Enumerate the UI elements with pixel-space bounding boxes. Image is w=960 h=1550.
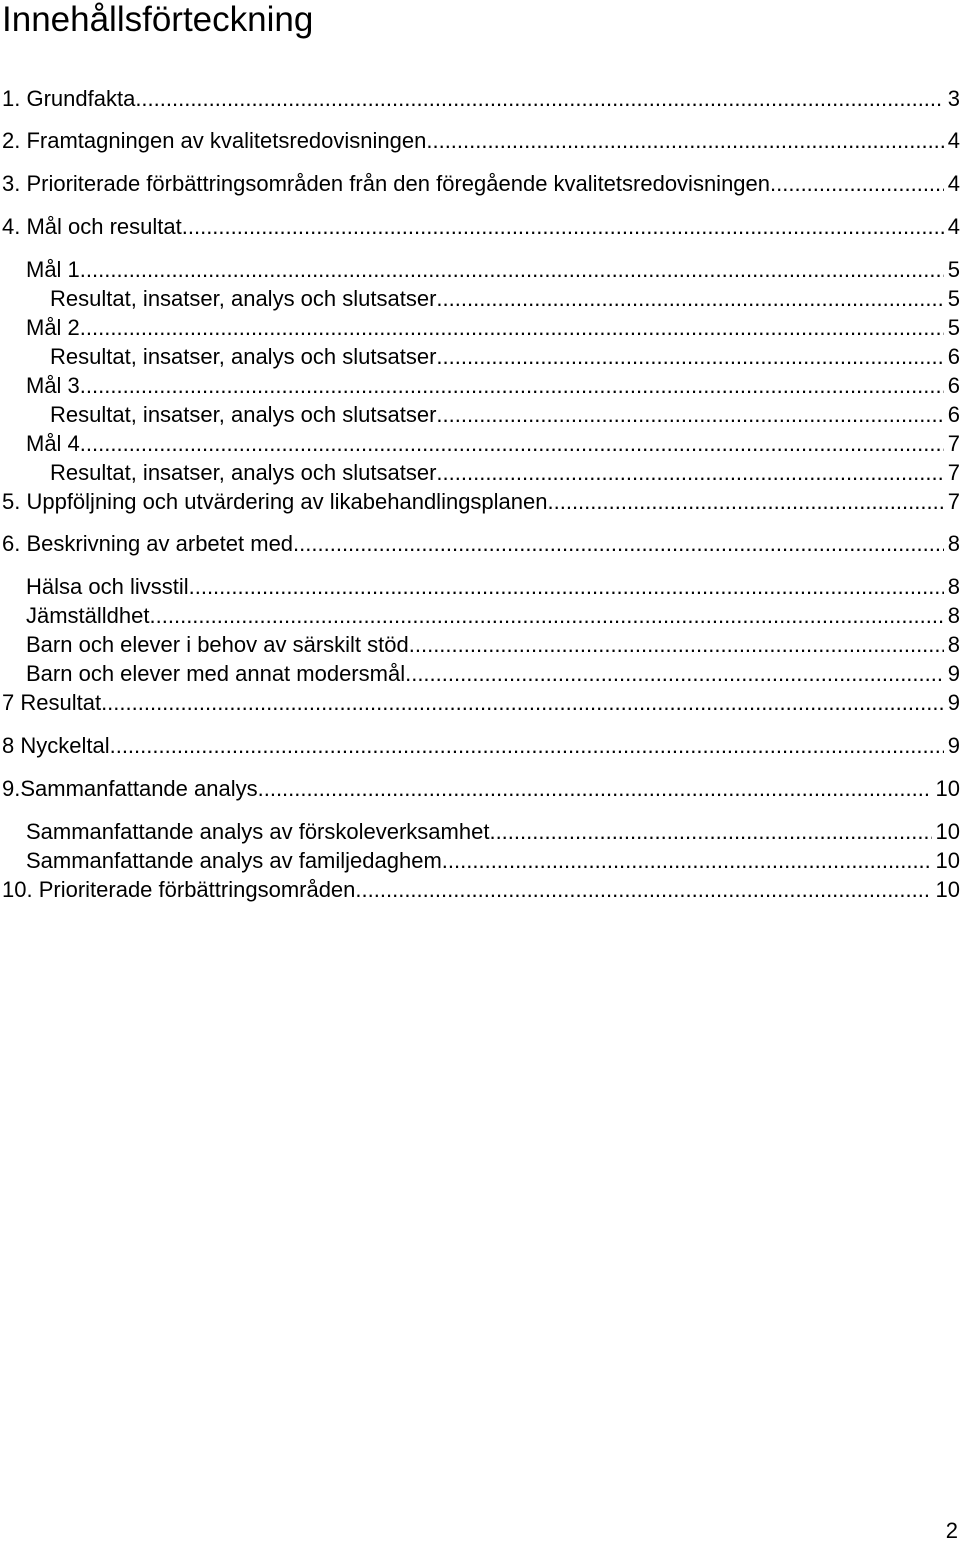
toc-entry-page: 6 (947, 402, 960, 427)
toc-entry-mal-och-resultat[interactable] (2, 210, 960, 240)
toc-dot-leader (135, 86, 943, 112)
toc-entry-page: 9 (947, 661, 960, 686)
toc-dot-leader (258, 776, 932, 802)
toc-dot-leader (80, 431, 944, 457)
toc-entry-page: 6 (947, 344, 960, 369)
toc-entry-grundfakta[interactable] (2, 82, 960, 112)
toc-dot-leader (436, 460, 943, 486)
toc-entry-halsa[interactable] (26, 570, 960, 600)
toc-entry-page: 8 (947, 603, 960, 628)
toc-entry-page: 4 (947, 171, 960, 196)
toc-entry-page: 6 (947, 373, 960, 398)
toc-entry-label: Resultat, insatser, analys och slutsatser (50, 344, 437, 369)
toc-entry-label: Hälsa och livsstil (26, 574, 189, 599)
toc-dot-leader (489, 819, 931, 845)
page-number: 2 (945, 1518, 958, 1543)
toc-dot-leader (110, 733, 944, 759)
toc-entry-page: 8 (947, 531, 960, 556)
toc-entry-page: 10 (935, 776, 960, 801)
toc-dot-leader (548, 489, 944, 515)
toc-entry-jamstalldhet[interactable] (26, 599, 960, 629)
toc-entry-label: Barn och elever i behov av särskilt stöd (26, 632, 409, 657)
toc-entry-label: Jämställdhet (26, 603, 150, 628)
toc-entry-mal-2[interactable] (26, 311, 960, 341)
toc-entry-resultat[interactable] (2, 686, 960, 716)
page-title: Innehållsförteckning (2, 0, 314, 39)
toc-dot-leader (182, 214, 944, 240)
toc-entry-label: Resultat, insatser, analys och slutsatser (50, 460, 437, 485)
toc-entry-page: 4 (947, 214, 960, 239)
toc-entry-prioriterade-foregaende[interactable] (2, 167, 960, 197)
toc-entry-label: Mål 1 (26, 257, 80, 282)
toc-dot-leader (436, 286, 943, 312)
toc-entry-nyckeltal[interactable] (2, 729, 960, 759)
toc-entry-label: Sammanfattande analys av förskoleverksamhet (26, 819, 490, 844)
toc-entry-sammanfattande-analys[interactable] (2, 772, 960, 802)
toc-dot-leader (409, 632, 944, 658)
toc-entry-label: Sammanfattande analys av familjedaghem (26, 848, 442, 873)
toc-entry-page: 5 (947, 286, 960, 311)
toc-entry-page: 5 (947, 257, 960, 282)
toc-entry-mal-3[interactable] (26, 369, 960, 399)
toc-entry-label: Mål 2 (26, 315, 80, 340)
toc-entry-page: 7 (947, 489, 960, 514)
toc-entry-label: 10. Prioriterade förbättringsområden (2, 877, 356, 902)
toc-entry-mal-3-resultat[interactable] (50, 398, 960, 428)
toc-entry-page: 3 (947, 86, 960, 111)
toc-entry-mal-1[interactable] (26, 253, 960, 283)
toc-dot-leader (776, 171, 944, 197)
toc-entry-page: 8 (947, 574, 960, 599)
toc-entry-label: Resultat, insatser, analys och slutsatser (50, 402, 437, 427)
toc-entry-mal-2-resultat[interactable] (50, 340, 960, 370)
toc-dot-leader (293, 531, 944, 557)
toc-dot-leader (436, 402, 943, 428)
toc-entry-sarskilt-stod[interactable] (26, 628, 960, 658)
toc-dot-leader (80, 373, 944, 399)
toc-entry-label: Resultat, insatser, analys och slutsatser (50, 286, 437, 311)
toc-entry-modersmal[interactable] (26, 657, 960, 687)
toc-entry-framtagningen[interactable] (2, 124, 960, 154)
toc-dot-leader (80, 257, 944, 283)
toc-entry-beskrivning[interactable] (2, 527, 960, 557)
toc-entry-label: 1. Grundfakta (2, 86, 136, 111)
toc-entry-uppfoljning[interactable] (2, 485, 960, 515)
toc-dot-leader (436, 344, 943, 370)
toc-entry-prioriterade[interactable] (2, 873, 960, 903)
toc-entry-label: 2. Framtagningen av kvalitetsredovisningen (2, 128, 427, 153)
toc-dot-leader (426, 128, 943, 154)
toc-dot-leader (442, 848, 932, 874)
toc-entry-mal-1-resultat[interactable] (50, 282, 960, 312)
toc-entry-page: 10 (935, 848, 960, 873)
toc-entry-label: Mål 4 (26, 431, 80, 456)
toc-entry-label: 7 Resultat (2, 690, 102, 715)
toc-entry-page: 9 (947, 690, 960, 715)
toc-entry-page: 9 (947, 733, 960, 758)
toc-entry-label: 3. Prioriterade förbättringsområden från den föregående kvalitetsredovisningen. (2, 171, 777, 196)
toc-entry-page: 8 (947, 632, 960, 657)
toc-entry-label: 4. Mål och resultat (2, 214, 182, 239)
toc-entry-label: Barn och elever med annat modersmål (26, 661, 406, 686)
toc-dot-leader (101, 690, 944, 716)
toc-entry-page: 5 (947, 315, 960, 340)
toc-entry-mal-4-resultat[interactable] (50, 456, 960, 486)
toc-entry-analys-forskola[interactable] (26, 815, 960, 845)
toc-entry-label: 5. Uppföljning och utvärdering av likabehandlingsplanen (2, 489, 548, 514)
toc-entry-page: 10 (935, 819, 960, 844)
toc-entry-label: 6. Beskrivning av arbetet med (2, 531, 294, 556)
toc-entry-mal-4[interactable] (26, 427, 960, 457)
toc-dot-leader (355, 877, 931, 903)
toc-entry-page: 10 (935, 877, 960, 902)
toc-entry-page: 7 (947, 460, 960, 485)
toc-entry-label: 8 Nyckeltal (2, 733, 110, 758)
toc-entry-page: 4 (947, 128, 960, 153)
toc-entry-label: Mål 3 (26, 373, 80, 398)
toc-entry-analys-familjedaghem[interactable] (26, 844, 960, 874)
toc-dot-leader (405, 661, 944, 687)
toc-dot-leader (80, 315, 944, 341)
toc-entry-page: 7 (947, 431, 960, 456)
toc-dot-leader (150, 603, 944, 629)
toc-entry-label: 9.Sammanfattande analys (2, 776, 258, 801)
toc-dot-leader (189, 574, 944, 600)
